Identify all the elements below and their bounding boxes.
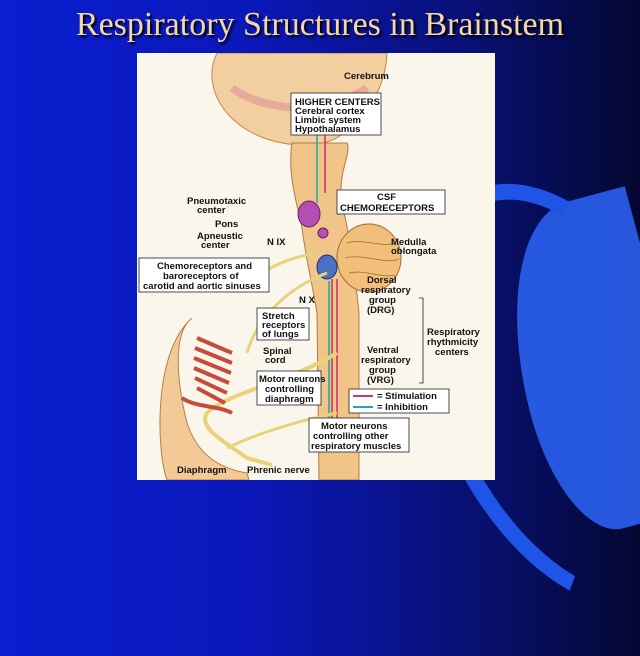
legend-stimulation-label: = Stimulation [377,391,437,402]
label-apneustic-1: center [201,240,230,251]
label-diaphragm: Diaphragm [177,465,227,476]
label-motor-diaphragm-1: controlling [265,384,315,395]
label-drg-3: (DRG) [367,305,395,316]
label-vrg-1: respiratory [361,355,411,366]
label-rhythmicity-0: Respiratory [427,327,480,338]
label-stretch-2: of lungs [262,329,299,340]
label-higher-centers-1: Cerebral cortex [295,106,365,117]
label-pneumotaxic-0: Pneumotaxic [187,196,247,207]
label-higher-centers-3: Hypothalamus [295,124,361,135]
diagram-panel [137,53,495,480]
label-higher-centers-2: Limbic system [295,115,361,126]
label-csf-1: CHEMORECEPTORS [340,203,435,214]
label-stretch-0: Stretch [262,311,295,322]
label-drg-1: respiratory [361,285,411,296]
label-medulla-1: oblongata [391,246,437,257]
label-vrg-2: group [369,365,396,376]
label-chemoreceptors-1: baroreceptors of [163,271,239,282]
rhythmicity-brace [419,298,423,383]
legend-inhibition-label: = Inhibition [377,402,428,413]
label-vrg-3: (VRG) [367,375,394,386]
label-stretch-1: receptors [262,320,306,331]
apneustic-center-shape [318,228,328,238]
label-medulla-0: Medulla [391,237,427,248]
label-spinal-1: cord [265,355,286,366]
label-drg-0: Dorsal [367,275,397,286]
label-cerebrum: Cerebrum [344,71,389,82]
label-apneustic-0: Apneustic [197,231,243,242]
label-vrg-0: Ventral [367,345,399,356]
rib-muscles [194,338,232,403]
label-chemoreceptors-2: carotid and aortic sinuses [143,281,261,292]
label-chemoreceptors-0: Chemoreceptors and [157,261,253,272]
label-drg-2: group [369,295,396,306]
label-motor-other-2: respiratory muscles [311,441,402,452]
label-motor-diaphragm-0: Motor neurons [259,374,326,385]
label-motor-diaphragm-2: diaphragm [265,394,314,405]
label-rhythmicity-2: centers [435,347,469,358]
pneumotaxic-center-shape [298,201,320,227]
label-higher-centers-0: HIGHER CENTERS [295,97,380,108]
label-pons: Pons [215,219,239,230]
label-n-ix: N IX [267,237,286,248]
label-rhythmicity-1: rhythmicity [427,337,479,348]
label-phrenic: Phrenic nerve [247,465,310,476]
brainstem-diagram [137,53,495,480]
label-pneumotaxic-1: center [197,205,226,216]
slide-title: Respiratory Structures in Brainstem [75,6,565,43]
label-motor-other-0: Motor neurons [321,421,388,432]
label-csf-0: CSF [377,192,396,203]
label-motor-other-1: controlling other [313,431,389,442]
label-spinal-0: Spinal [263,346,292,357]
label-n-x: N X [299,295,315,306]
